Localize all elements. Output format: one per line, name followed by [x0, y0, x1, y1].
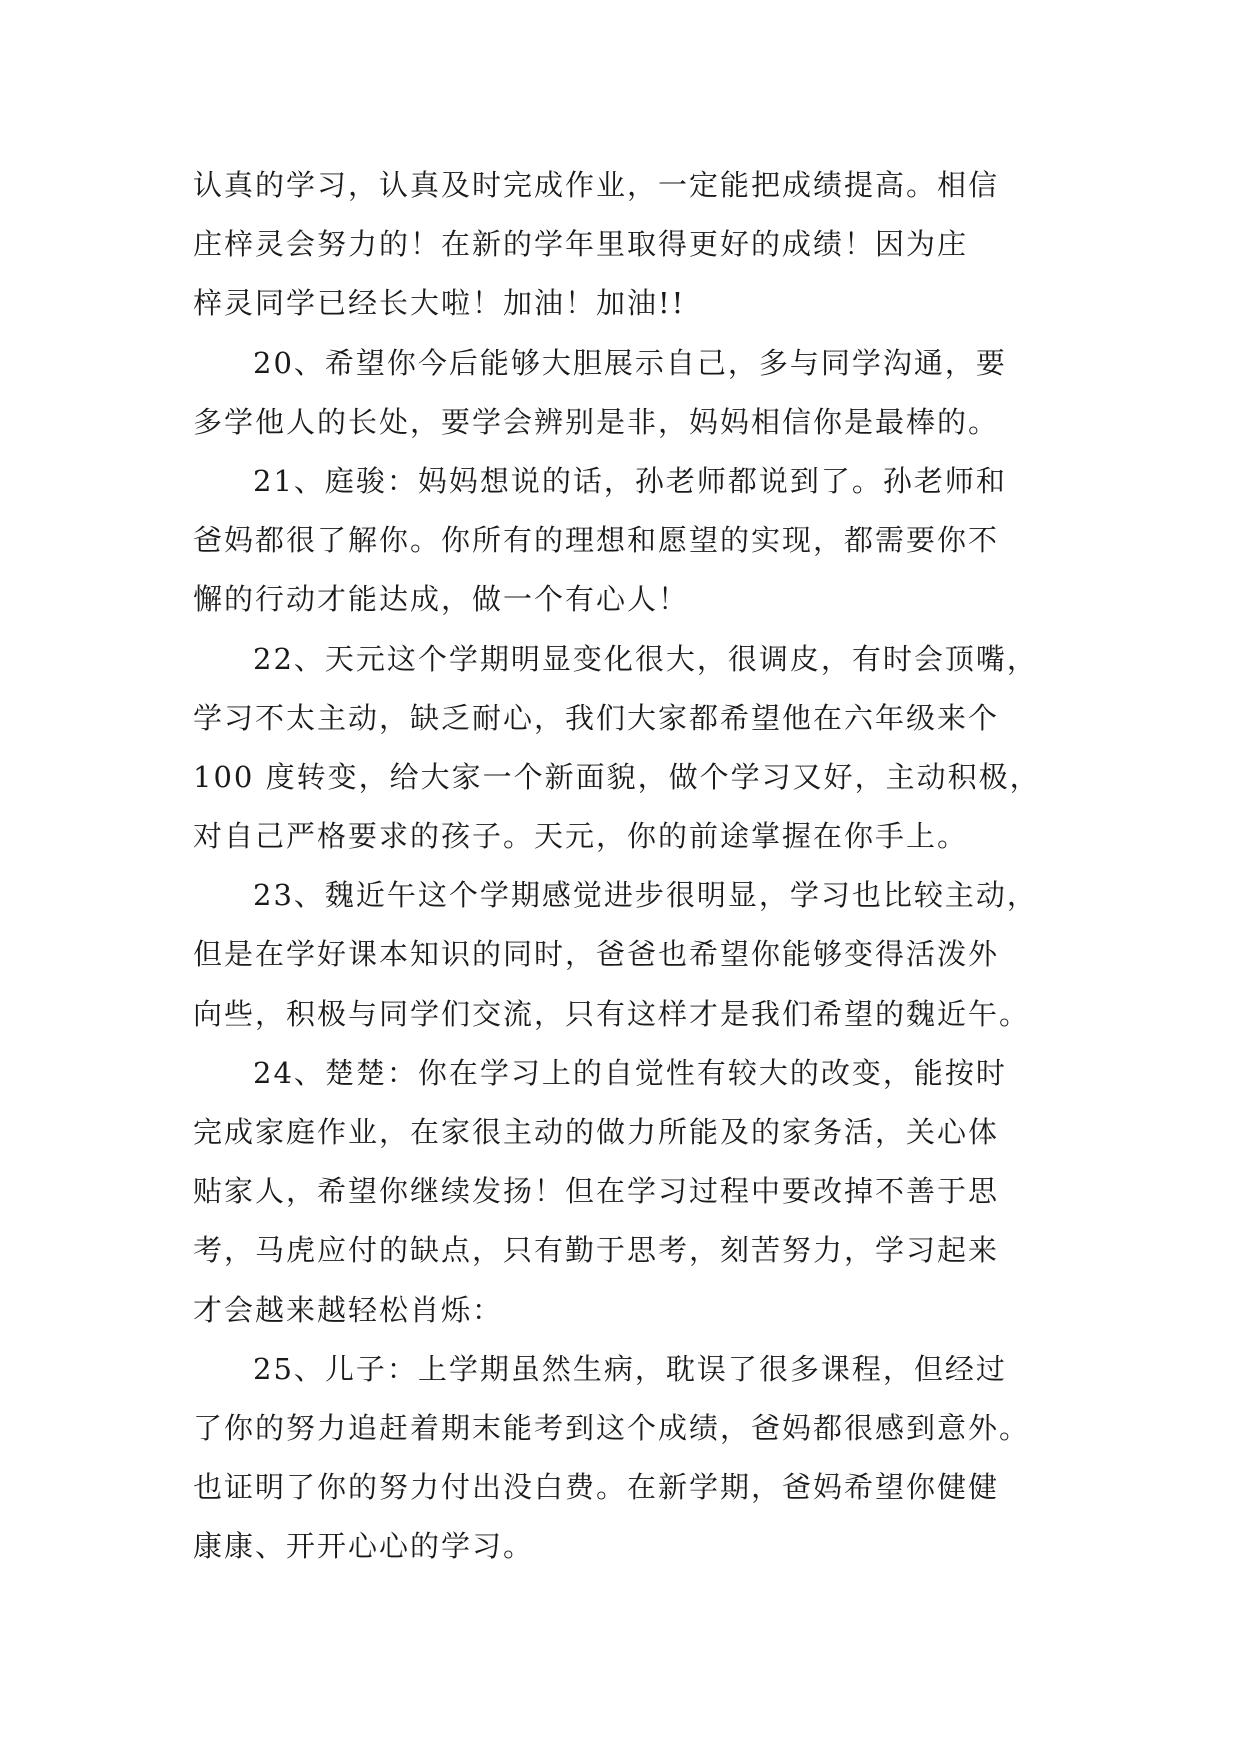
text-line: 梓灵同学已经长大啦！加油！加油!! [193, 286, 686, 321]
text-line: 了你的努力追赶着期末能考到这个成绩，爸妈都很感到意外。 [193, 1410, 1031, 1445]
paragraph-first-line: 25、儿子：上学期虽然生病，耽误了很多课程，但经过 [253, 1351, 1007, 1386]
text-line: 才会越来越轻松肖烁： [193, 1292, 504, 1327]
paragraph-first-line: 24、楚楚：你在学习上的自觉性有较大的改变，能按时 [253, 1055, 1007, 1090]
text-line: 贴家人，希望你继续发扬！但在学习过程中要改掉不善于思 [193, 1174, 1000, 1209]
text-line: 康康、开开心心的学习。 [193, 1529, 535, 1564]
text-line: 庄梓灵会努力的！在新的学年里取得更好的成绩！因为庄 [193, 227, 969, 262]
text-line: 考，马虎应付的缺点，只有勤于思考，刻苦努力，学习起来 [193, 1233, 1000, 1268]
document-body [193, 156, 1053, 1577]
text-line: 100 度转变，给大家一个新面貌，做个学习又好，主动积极， [193, 759, 1041, 794]
text-line: 懈的行动才能达成，做一个有心人！ [193, 582, 690, 617]
paragraph-first-line: 23、魏近午这个学期感觉进步很明显，学习也比较主动， [253, 878, 1038, 913]
paragraph-first-line: 20、希望你今后能够大胆展示自己，多与同学沟通，要 [253, 345, 1007, 380]
text-line: 认真的学习，认真及时完成作业，一定能把成绩提高。相信 [193, 168, 1000, 202]
paragraph-first-line: 21、庭骏：妈妈想说的话，孙老师都说到了。孙老师和 [253, 463, 1007, 498]
text-line: 多学他人的长处，要学会辨别是非，妈妈相信你是最棒的。 [193, 404, 1000, 439]
paragraph-first-line: 22、天元这个学期明显变化很大，很调皮，有时会顶嘴， [253, 641, 1038, 676]
text-line: 完成家庭作业，在家很主动的做力所能及的家务活，关心体 [193, 1115, 1000, 1149]
text-line: 向些，积极与同学们交流，只有这样才是我们希望的魏近午。 [193, 996, 1031, 1031]
text-line: 也证明了你的努力付出没白费。在新学期，爸妈希望你健健 [193, 1470, 1000, 1505]
text-line: 爸妈都很了解你。你所有的理想和愿望的实现，都需要你不 [193, 523, 1000, 558]
text-line: 对自己严格要求的孩子。天元，你的前途掌握在你手上。 [193, 819, 969, 854]
text-line: 但是在学好课本知识的同时，爸爸也希望你能够变得活泼外 [193, 937, 1000, 972]
text-line: 学习不太主动，缺乏耐心，我们大家都希望他在六年级来个 [193, 700, 1000, 735]
